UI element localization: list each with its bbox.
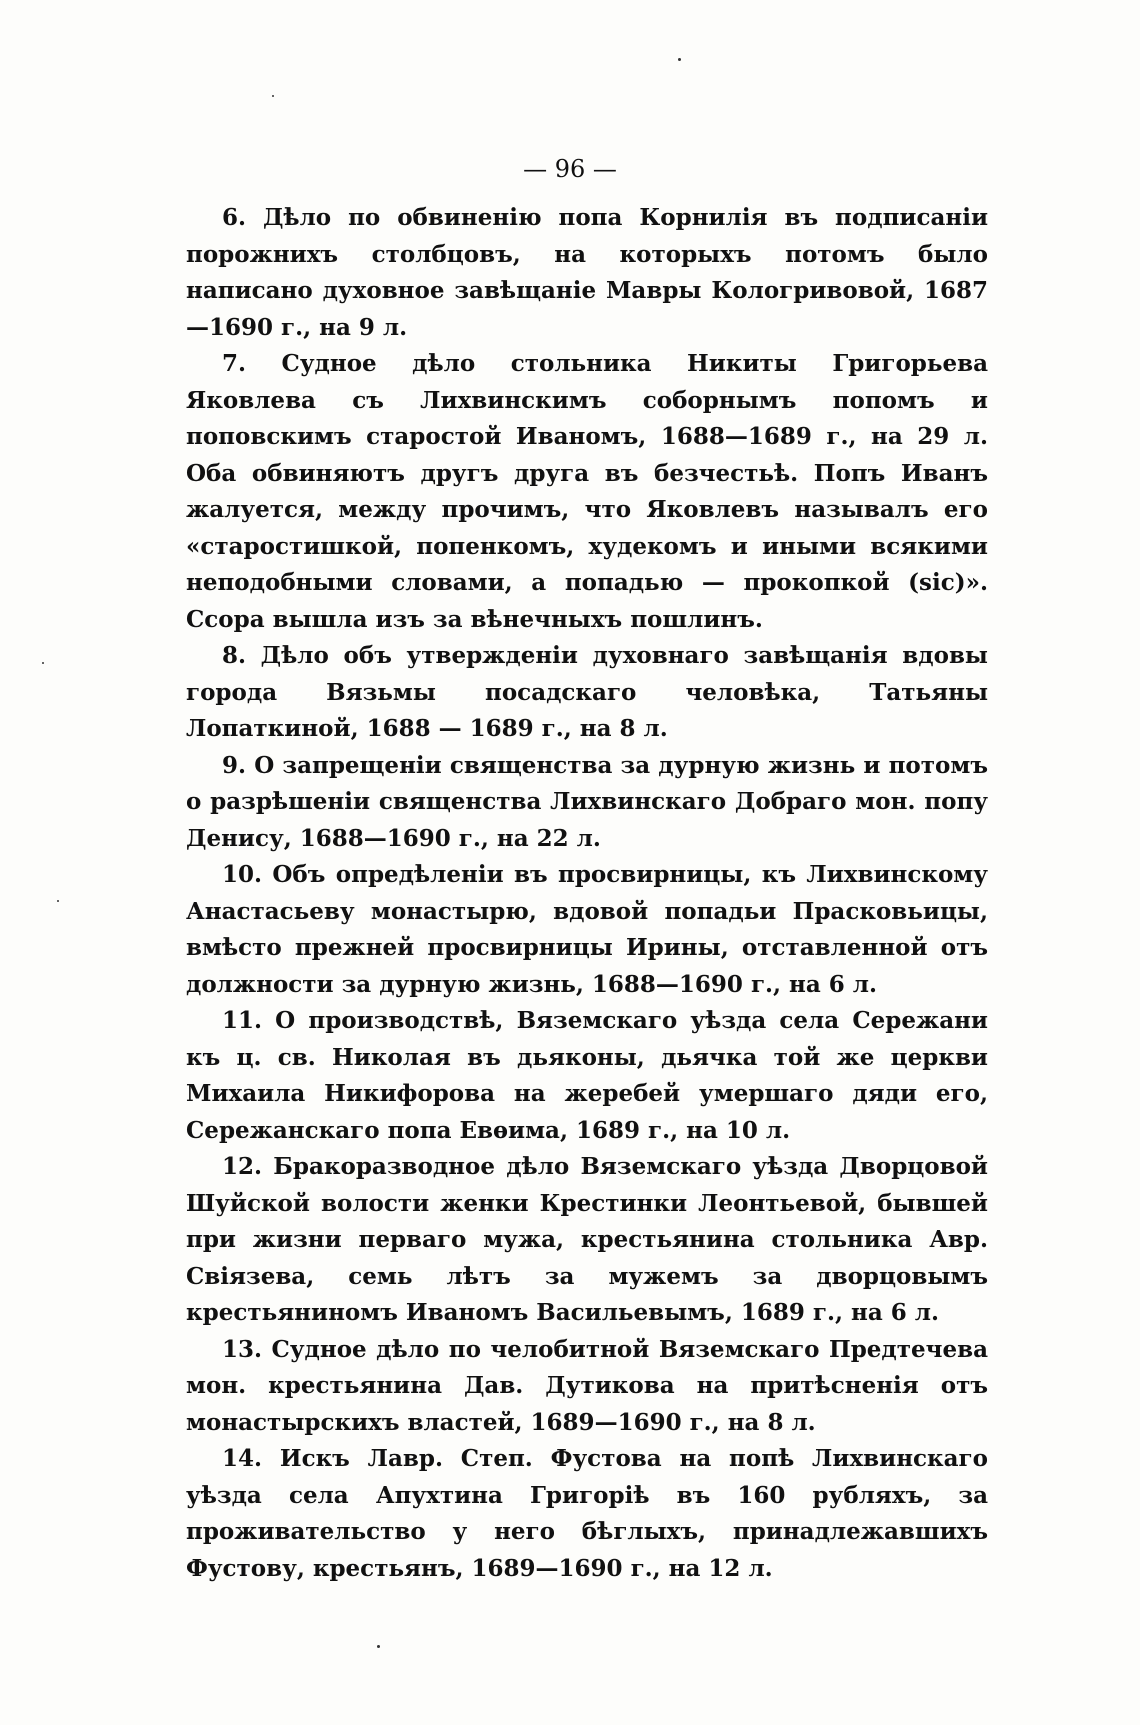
text-body [186, 200, 988, 1587]
scan-speck [272, 95, 274, 97]
entry-13: 13. Судное дѣло по челобитной Вяземскаго Предтечева мон. крестьянина Дав. Дутикова на притѣсненія отъ монастырскихъ властей, 1689—1690 г., на 8 л. [186, 1335, 988, 1436]
entry-8: 8. Дѣло объ утвержденіи духовнаго завѣщанія вдовы города Вязьмы посадскаго человѣка, Татьяны Лопаткиной, 1688 — 1689 г., на 8 л. [186, 642, 988, 742]
entry-7: 7. Судное дѣло стольника Никиты Григорьева Яковлева съ Лихвинскимъ соборнымъ попомъ и поповскимъ старостой Иваномъ, 1688—1689 г., на 29 л. Оба обвиняютъ другъ друга въ безчестьѣ. Попъ Иванъ жалуется, между прочимъ, что Яковлевъ называлъ его «старостишкой, попенкомъ, худекомъ и иными всякими неподобными словами, а попадью — прокопкой (sic)». Ссора вышла изъ за вѣнечныхъ пошлинъ. [186, 350, 988, 633]
entry-6: 6. Дѣло по обвиненію попа Корнилія въ подписаніи порожнихъ столбцовъ, на которыхъ потомъ было написано духовное завѣщаніе Мавры Кологривовой, 1687—1690 г., на 9 л. [186, 204, 988, 341]
scan-speck [377, 1645, 380, 1648]
scan-speck [57, 900, 59, 902]
scan-speck [42, 662, 44, 664]
entry-11: 11. О производствѣ, Вяземскаго уѣзда села Сережани къ ц. св. Николая въ дьяконы, дьячка той же церкви Михаила Никифорова на жеребей умершаго дяди его, Сережанскаго попа Евѳима, 1689 г., на 10 л. [186, 1007, 988, 1144]
entry-9: 9. О запрещеніи священства за дурную жизнь и потомъ о разрѣшеніи священства Лихвинскаго Добраго мон. попу Денису, 1688—1690 г., на 22 л. [186, 751, 988, 852]
entry-14: 14. Искъ Лавр. Степ. Фустова на попѣ Лихвинскаго уѣзда села Апухтина Григоріѣ въ 160 рубляхъ, за проживательство у него бѣглыхъ, принадлежавшихъ Фустову, крестьянъ, 1689—1690 г., на 12 л. [186, 1445, 988, 1582]
scan-speck [678, 58, 681, 61]
entry-12: 12. Бракоразводное дѣло Вяземскаго уѣзда Дворцовой Шуйской волости женки Крестинки Леонтьевой, бывшей при жизни перваго мужа, крестьянина стольника Авр. Свіязева, семь лѣтъ за мужемъ за дворцовымъ крестьяниномъ Иваномъ Васильевымъ, 1689 г., на 6 л. [186, 1153, 988, 1326]
entry-10: 10. Объ опредѣленіи въ просвирницы, къ Лихвинскому Анастасьеву монастырю, вдовой попадьи Прасковьицы, вмѣсто прежней просвирницы Ирины, отставленной отъ должности за дурную жизнь, 1688—1690 г., на 6 л. [186, 861, 988, 998]
page-number: — 96 — [523, 155, 617, 183]
